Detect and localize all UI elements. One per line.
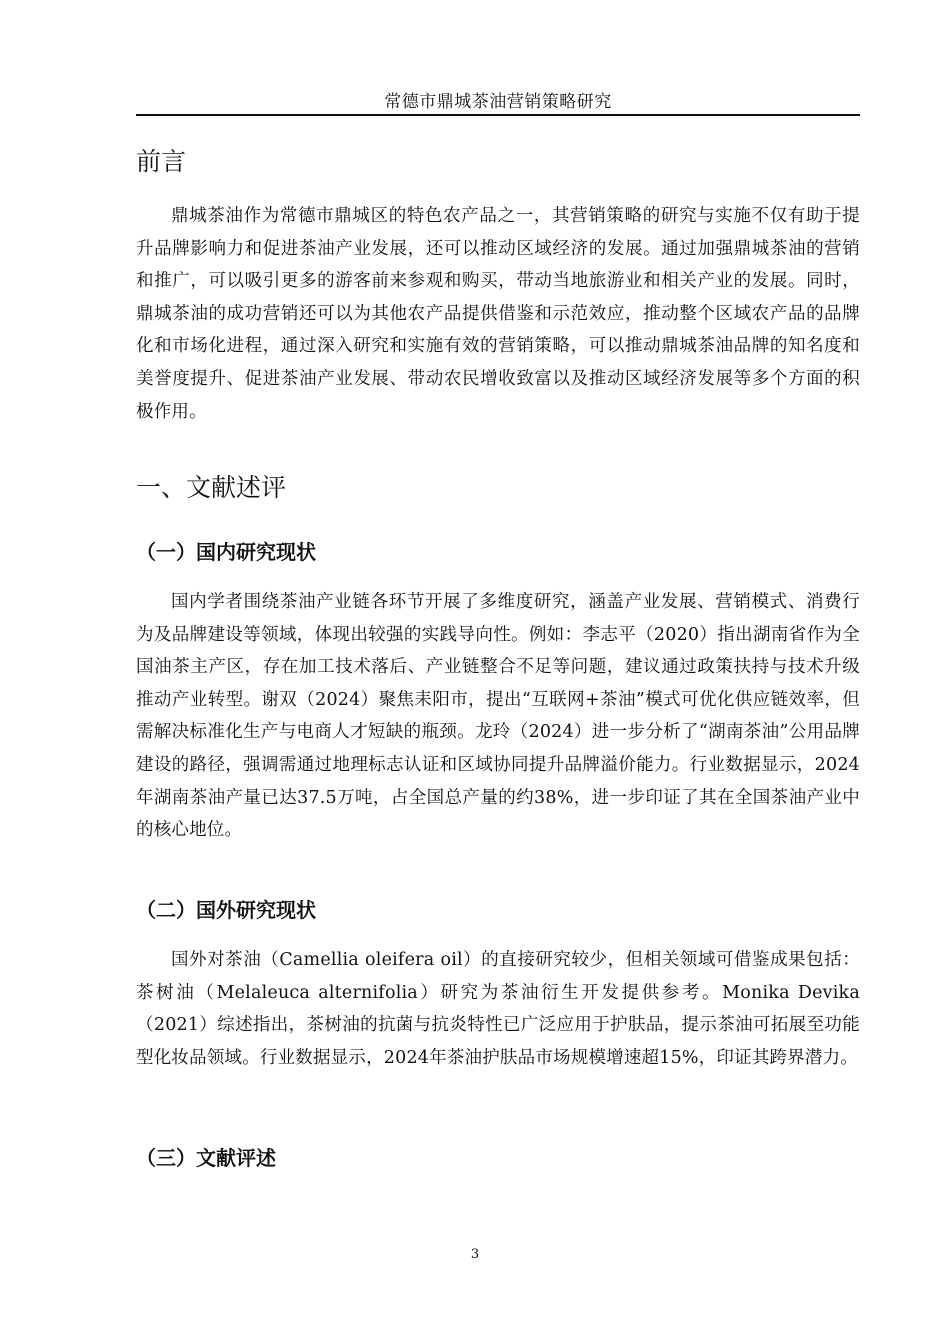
header-rule <box>136 114 860 116</box>
foreign-research-heading: （二）国外研究现状 <box>136 898 316 922</box>
preface-heading: 前言 <box>136 147 187 176</box>
foreign-research-paragraph: 国外对茶油（Camellia oleifera oil）的直接研究较少，但相关领域可借鉴成果包括：茶树油（Melaleuca alternifolia）研究为茶油衍生开发提供参考。Monika Devika（2021）综述指出，茶树油的抗菌与抗炎特性已广泛应用于护肤品，提示茶油可拓展至功能型化妆品领域。行业数据显示，2024年茶油护肤品市场规模增速超15%，印证其跨界潜力。 <box>136 950 860 1068</box>
domestic-research-paragraph: 国内学者围绕茶油产业链各环节开展了多维度研究，涵盖产业发展、营销模式、消费行为及品牌建设等领域，体现出较强的实践导向性。例如：李志平（2020）指出湖南省作为全国油茶主产区，存在加工技术落后、产业链整合不足等问题，建议通过政策扶持与技术升级推动产业转型。谢双（2024）聚焦耒阳市，提出“互联网+茶油”模式可优化供应链效率，但需解决标准化生产与电商人才短缺的瓶颈。龙玲（2024）进一步分析了“湖南茶油”公用品牌建设的路径，强调需通过地理标志认证和区域协同提升品牌溢价能力。行业数据显示，2024年湖南茶油产量已达37.5万吨，占全国总产量的约38%，进一步印证了其在全国茶油产业中的核心地位。 <box>136 592 860 841</box>
running-header-title: 常德市鼎城茶油营销策略研究 <box>384 92 612 112</box>
literature-review-heading: 一、文献述评 <box>136 473 287 502</box>
domestic-research-heading: （一）国内研究现状 <box>136 540 316 564</box>
preface-paragraph: 鼎城茶油作为常德市鼎城区的特色农产品之一，其营销策略的研究与实施不仅有助于提升品牌影响力和促进茶油产业发展，还可以推动区域经济的发展。通过加强鼎城茶油的营销和推广，可以吸引更多的游客前来参观和购买，带动当地旅游业和相关产业的发展。同时，鼎城茶油的成功营销还可以为其他农产品提供借鉴和示范效应，推动整个区域农产品的品牌化和市场化进程，通过深入研究和实施有效的营销策略，可以推动鼎城茶油品牌的知名度和美誉度提升、促进茶油产业发展、带动农民增收致富以及推动区域经济发展等多个方面的积极作用。 <box>136 206 860 422</box>
literature-commentary-heading: （三）文献评述 <box>136 1146 276 1170</box>
page-number: 3 <box>470 1247 480 1262</box>
